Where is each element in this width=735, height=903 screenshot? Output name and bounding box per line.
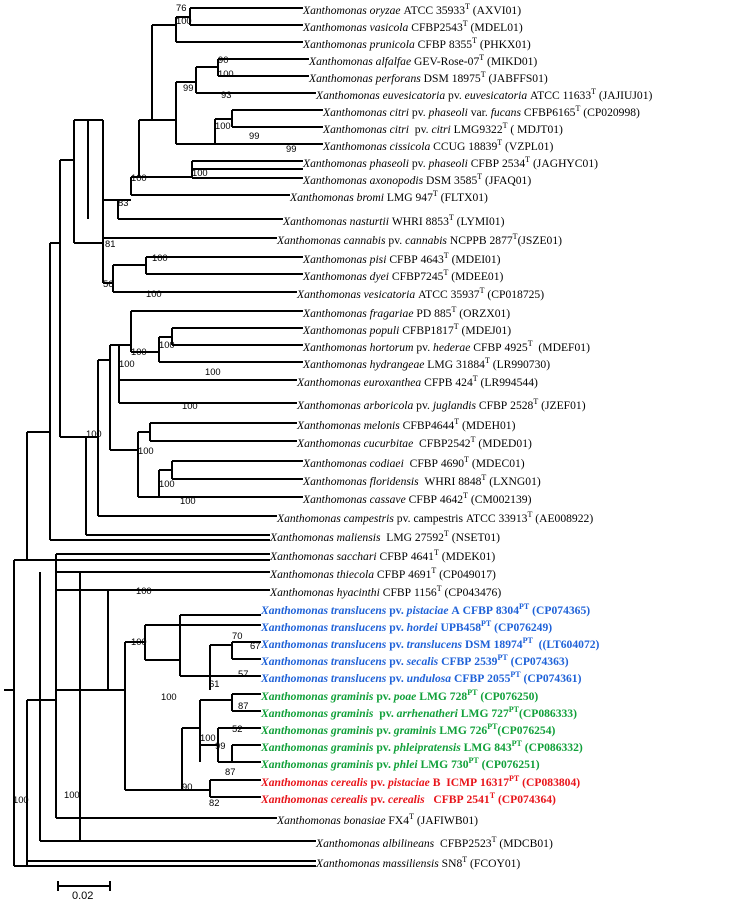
bootstrap-value: 100 (146, 288, 162, 299)
taxon-label: Xanthomonas nasturtii WHRI $8853^T$ (LYMI01) (283, 213, 505, 228)
bootstrap-value: 52 (232, 723, 243, 734)
taxon-label: Xanthomonas graminis pv. graminis LMG $726^{PT}(CP076254)$ (261, 722, 556, 737)
taxon-label: Xanthomonas graminis pv. phleipratensis LMG $843^{PT}$ (CP086332) (261, 739, 583, 754)
bootstrap-value: 83 (118, 197, 129, 208)
taxon-label: Xanthomonas phaseoli pv. phaseoli CFBP $2534^T$ (JAGHYC01) (303, 155, 598, 170)
taxon-label: Xanthomonas hortorum pv. hederae CFBP $4925^T$ (MDEF01) (303, 339, 590, 354)
bootstrap-value: 100 (159, 478, 175, 489)
taxon-label: Xanthomonas prunicola CFBP $8355^T$ (PHKX01) (303, 36, 531, 51)
taxon-label: Xanthomonas campestris pv. campestris ATCC $33913^T$ (AE008922) (277, 510, 594, 525)
bootstrap-value: 100 (131, 346, 147, 357)
taxon-label: Xanthomonas sacchari CFBP $4641^T$ (MDEK01) (270, 548, 496, 563)
taxon-label: Xanthomonas cerealis pv. cerealis CFBP $2541^T$ (CP074364) (261, 791, 556, 806)
taxon-label: Xanthomonas maliensis LMG $27592^T$ (NSET01) (270, 529, 501, 544)
bootstrap-value: 87 (225, 766, 236, 777)
taxon-label: Xanthomonas graminis pv. arrhenatheri LMG $727^{PT}(CP086333)$ (261, 705, 577, 720)
bootstrap-value: 87 (238, 700, 249, 711)
taxon-label: Xanthomonas arboricola pv. juglandis CFBP $2528^T$ (JZEF01) (297, 397, 586, 412)
taxon-label: Xanthomonas vasicola $CFBP2543^T$ (MDEL01) (303, 19, 523, 34)
taxon-label: Xanthomonas cissicola CCUG $18839^T$ (VZPL01) (323, 138, 554, 153)
bootstrap-value: 70 (232, 630, 243, 641)
bootstrap-value: 57 (238, 668, 249, 679)
taxon-label: Xanthomonas melonis $CFBP4644^T$ (MDEH01) (297, 417, 516, 432)
bootstrap-value: 56 (103, 278, 114, 289)
taxon-label: Xanthomonas vesicatoria ATCC $35937^T$ (CP018725) (297, 286, 545, 301)
bootstrap-value: 99 (183, 82, 194, 93)
taxon-label: Xanthomonas translucens pv. translucens DSM $18974^{PT}$ ((LT604072) (261, 636, 600, 651)
taxon-label: Xanthomonas translucens pv. undulosa CFBP $2055^{PT}$ (CP074361) (261, 670, 582, 685)
bootstrap-value: 100 (13, 794, 29, 805)
bootstrap-value: 100 (64, 789, 80, 800)
bootstrap-value: 100 (161, 691, 177, 702)
bootstrap-value: 100 (131, 172, 147, 183)
bootstrap-value: 100 (86, 428, 102, 439)
bootstrap-value: 100 (182, 400, 198, 411)
taxon-label: Xanthomonas citri pv. citri $LMG9322^T$ ( MDJT01) (323, 121, 563, 136)
bootstrap-value: 67 (250, 640, 261, 651)
bootstrap-value: 100 (159, 339, 175, 350)
taxon-label: Xanthomonas translucens pv. hordei $UPB458^{PT}$ (CP076249) (261, 619, 553, 634)
bootstrap-value: 93 (221, 89, 232, 100)
bootstrap-value: 100 (176, 15, 192, 26)
bootstrap-value: 100 (119, 358, 135, 369)
taxon-label: Xanthomonas massiliensis $SN8^T$ (FCOY01) (316, 855, 521, 870)
taxon-label: Xanthomonas pisi CFBP $4643^T$ (MDEI01) (303, 251, 501, 266)
taxon-label: Xanthomonas translucens pv. secalis CFBP $2539^{PT}$ (CP074363) (261, 653, 569, 668)
bootstrap-value: 100 (218, 68, 234, 79)
bootstrap-value: 61 (209, 678, 220, 689)
taxon-label: Xanthomonas oryzae ATCC $35933^T$ (AXVI01) (303, 2, 522, 17)
bootstrap-value: 81 (105, 238, 116, 249)
taxon-label: Xanthomonas bonasiae $FX4^T$ (JAFIWB01) (277, 812, 479, 827)
bootstrap-value: 99 (286, 143, 297, 154)
taxon-label: Xanthomonas perforans DSM $18975^T$ (JABFFS01) (309, 70, 548, 85)
bootstrap-value: 100 (215, 120, 231, 131)
bootstrap-value: 82 (209, 797, 220, 808)
taxon-label: Xanthomonas graminis pv. poae LMG $728^{PT}$ (CP076250) (261, 688, 539, 703)
taxon-label: Xanthomonas fragariae PD $885^T$ (ORZX01) (303, 305, 511, 320)
bootstrap-value: 100 (131, 636, 147, 647)
taxon-label: Xanthomonas hyacinthi CFBP $1156^T$ (CP043476) (270, 584, 502, 599)
bootstrap-value: 99 (215, 740, 226, 751)
bootstrap-value: 90 (182, 781, 193, 792)
taxon-label: Xanthomonas albilineans $CFBP2523^T$ (MDCB01) (316, 835, 553, 850)
scale-bar-label: 0.02 (72, 890, 94, 902)
bootstrap-value: 100 (152, 252, 168, 263)
taxon-label: Xanthomonas translucens pv. pistaciae A CFBP $8304^{PT}$ (CP074365) (261, 602, 591, 617)
taxon-label: Xanthomonas cassave CFBP $4642^T$ (CM002139) (303, 491, 532, 506)
taxon-label: Xanthomonas floridensis WHRI $8848^T$ (LXNG01) (303, 473, 541, 488)
taxon-label: Xanthomonas codiaei CFBP $4690^T$ (MDEC01) (303, 455, 525, 470)
bootstrap-value: 99 (249, 130, 260, 141)
taxon-label: Xanthomonas euvesicatoria pv. euvesicatoria ATCC $11633^T$ (JAJIUJ01) (316, 87, 653, 102)
taxon-label: Xanthomonas thiecola CFBP $4691^T$ (CP049017) (270, 566, 496, 581)
taxon-label: Xanthomonas hydrangeae LMG $31884^T$ (LR990730) (303, 356, 551, 371)
bootstrap-value: 100 (200, 732, 216, 743)
taxon-label: Xanthomonas citri pv. phaseoli var. fucans $CFBP6165^T$ (CP020998) (323, 104, 640, 119)
taxon-label: Xanthomonas dyei $CFBP7245^T$ (MDEE01) (303, 268, 504, 283)
bootstrap-value: 100 (205, 366, 221, 377)
taxon-label: Xanthomonas graminis pv. phlei LMG $730^{PT}$ (CP076251) (261, 756, 540, 771)
taxon-label: Xanthomonas euroxanthea CFPB $424^T$ (LR994544) (297, 374, 538, 389)
bootstrap-value: 100 (136, 585, 152, 596)
bootstrap-value: 76 (176, 2, 187, 13)
taxon-label: Xanthomonas axonopodis DSM $3585^T$ (JFAQ01) (303, 172, 532, 187)
bootstrap-value: 100 (138, 445, 154, 456)
taxon-label: Xanthomonas bromi LMG $947^T$ (FLTX01) (290, 189, 488, 204)
bootstrap-value: 100 (180, 495, 196, 506)
taxon-label: Xanthomonas populi $CFBP1817^T$ (MDEJ01) (303, 322, 512, 337)
taxon-label: Xanthomonas cannabis pv. cannabis NCPPB $2877^T(JSZE01)$ (277, 232, 563, 247)
bootstrap-value: 90 (218, 54, 229, 65)
taxon-label: Xanthomonas cerealis pv. pistaciae B ICMP $16317^{PT}$ (CP083804) (261, 774, 581, 789)
taxon-label: Xanthomonas alfalfae GEV-$Rose-07^T$ (MIKD01) (309, 53, 538, 68)
bootstrap-value: 100 (192, 167, 208, 178)
taxon-label: Xanthomonas cucurbitae $CFBP2542^T$ (MDED01) (297, 435, 532, 450)
